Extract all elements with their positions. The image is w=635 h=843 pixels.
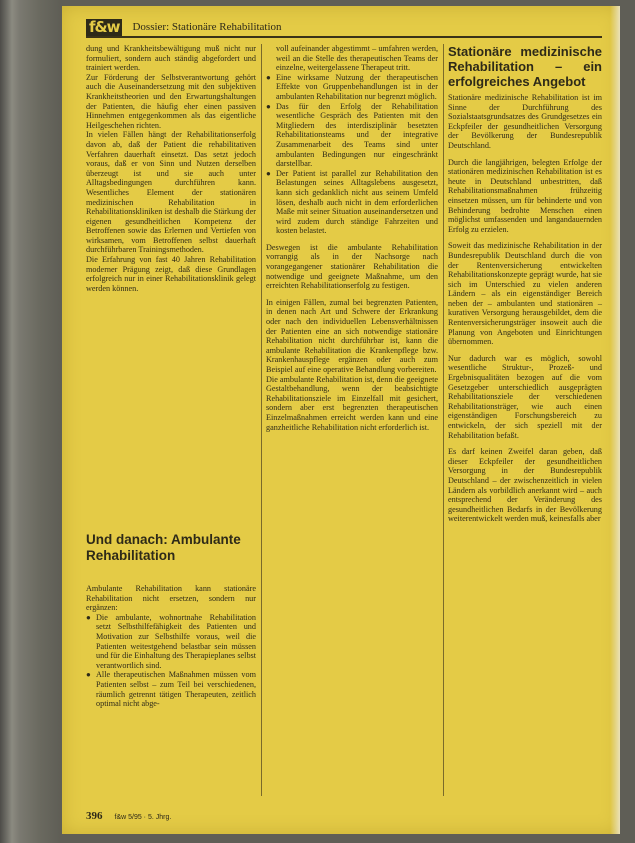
section-heading-ambulant: Und danach: Ambulante Rehabilitation xyxy=(86,532,241,563)
bullet-list xyxy=(266,73,438,236)
bullet-list xyxy=(86,613,256,709)
paragraph: Ambulante Rehabilitation kann stationäre Rehabilitation nicht ersetzen, sondern nur ergänzen: xyxy=(86,584,256,613)
paragraph: Durch die langjährigen, belegten Erfolge der stationären medizinischen Rehabilitation ist es heute in Deutschland unbestritten, daß Rehabilitationsmaßnahmen frühzeitig einsetzen müssen, um für behinderte und von Behinderung bedrohte Menschen einen möglichst umfassenden und langandauernden Erfolg zu erzielen. xyxy=(448,157,602,234)
magazine-page xyxy=(62,6,620,834)
page-header xyxy=(86,16,602,38)
column-1-ambulant xyxy=(86,584,256,709)
list-item: ● Die ambulante, wohnortnahe Rehabilitation setzt Selbsthilfefähigkeit des Patienten und Motivation zur Selbsthilfe voraus, weil die Patienten weitestgehend belastbar sein müssen und für die Einhaltung des Therapieplanes selbst verantwortlich sind. xyxy=(86,613,256,671)
paragraph: Stationäre medizinische Rehabilitation ist im Sinne der Durchführung des Sozialstaatsgrundsatzes des Grundgesetzes ein Eckpfeiler der gesundheitlichen Versorgung der Bevölkerung der Bundesrepublik Deutschland. xyxy=(448,93,602,150)
section-heading-stationaer: Stationäre medizinische Rehabilitation – ein erfolgreiches Angebot xyxy=(448,44,602,89)
column-3 xyxy=(448,44,602,524)
page-number: 396 xyxy=(86,810,103,822)
paragraph: In einigen Fällen, zumal bei begrenzten Patienten, in denen nach Art und Schwere der Erkrankung oder nach den individuellen Lebensverhältnissen der Patienten eine an sich notwendige stationäre Rehabilitation nicht durchführbar ist, kann die ambulante Rehabilitation die Krankenpflege bzw. Krankenhauspflege ergänzen oder auch zum Beispiel auf eine operative Behandlung vorbereiten. xyxy=(266,297,438,374)
list-item: ● Der Patient ist parallel zur Rehabilitation den Belastungen seines Alltagslebens ausgesetzt, kann sich gedanklich nicht aus seinem Umfeld lösen, deshalb auch nicht in dem erforderlichen Maße mit seiner Situation auseinandersetzen und wird zudem durch ständige Fahrzeiten und kosten belastet. xyxy=(266,169,438,236)
issue-reference: f&w 5/95 · 5. Jhrg. xyxy=(114,814,172,821)
paragraph: voll aufeinander abgestimmt – umfahren werden, weil an die Stelle des therapeutischen Teams der einzelne, weitergelassene Therapeut tritt. xyxy=(276,44,438,73)
paragraph: Die ambulante Rehabilitation ist, denn die geeignete Gestaltbehandlung, wenn der beabsichtigte Rehabilitationsziele im Einzelfall mit gesichert, sondern aber erst begrenzten therapeutischen Einzelmaßnahmen erreicht werden kann und eine ganzheitliche Rehabilitation nicht erforderlich ist. xyxy=(266,374,438,432)
publication-logo: f&w xyxy=(86,19,122,36)
column-2 xyxy=(266,44,438,432)
paragraph: In vielen Fällen hängt der Rehabilitationserfolg davon ab, daß der Patient die rehabilitativen Verfahren dauerhaft einsetzt. Das setzt jedoch voraus, daß er von Sinn und Nutzen derselben überzeugt ist und sie auch unter Alltagsbedingungen durchführen kann. Wesentliches Element der stationären medizinischen Rehabilitation in Rehabilitationskliniken ist deshalb die Stärkung der eigenen gesundheitlichen Kompetenz der Betroffenen sowie das Erlernen und Vertiefen von wirksamen, vom Betroffenen selbst dauerhaft durchführbaren Trainingsmethoden. xyxy=(86,130,256,255)
paragraph: Es darf keinen Zweifel daran geben, daß dieser Eckpfeiler der gesundheitlichen Versorgung in der Bundesrepublik Deutschland – der zwischenzeitlich in vielen Ländern als vorbildlich anerkannt wird – auch entsprechend der Veränderung des gesundheitlichen Bedarfs in der Bevölkerung weiterentwickelt werden muß, keinesfalls aber xyxy=(448,447,602,524)
column-divider xyxy=(261,44,262,796)
paragraph: Soweit das medizinische Rehabilitation in der Bundesrepublik Deutschland durch die von der Rentenversicherung entwickelten Rehabilitationskonzepte geprägt wurde, hat sie sich im Unterschied zu vielen anderen Ländern – als ein eigenständiger Bereich neben der – ambulanten und stationären – kurativen Versorgung herausgebildet, dem die Rentenversicherungsträger insoweit auch die Planung von Angeboten und Einrichtungen übernommen. xyxy=(448,241,602,347)
list-item: ● Das für den Erfolg der Rehabilitation wesentliche Gespräch des Patienten mit den Mitgliedern des interdisziplinär besetzten Rehabilitationsteams und der integrative Zusammenarbeit des Teams sind unter ambulanten Bedingungen nur eingeschränkt darstellbar. xyxy=(266,102,438,169)
list-item: ● Eine wirksame Nutzung der therapeutischen Effekte von Gruppenbehandlungen ist in der ambulanten Rehabilitation nur begrenzt möglich. xyxy=(266,73,438,102)
column-divider xyxy=(443,44,444,796)
paragraph: Deswegen ist die ambulante Rehabilitation vorrangig als in der Nachsorge nach vorangegangener stationärer Rehabilitation die notwendige und geeignete Maßnahme, um den erreichten Rehabilitationserfolg zu festigen. xyxy=(266,242,438,291)
paragraph: dung und Krankheitsbewältigung muß nicht nur formuliert, sondern auch ständig abgefordert und trainiert werden. xyxy=(86,44,256,73)
paragraph: Nur dadurch war es möglich, sowohl wesentliche Struktur-, Prozeß- und Ergebnisqualitäten bezogen auf die vom Gesetzgeber unterschiedlich ausgeprägten Rehabilitationsziele der verschiedenen Rehabilitationsträger, wie auch einen eigenständigen Forschungsbereich zu entwickeln, der sich speziell mit der Rehabilitation befaßt. xyxy=(448,353,602,440)
paragraph: Zur Förderung der Selbstverantwortung gehört auch die Auseinandersetzung mit den subjektiven Krankheitstheorien und den Erwartungshaltungen der Patienten, die häufig eher einen passiven Hinnehmen entgegenkommen als das eigentliche Heilgeschehen richten. xyxy=(86,72,256,130)
page-footer xyxy=(86,810,171,822)
list-item: ● Alle therapeutischen Maßnahmen müssen vom Patienten selbst – zum Teil bei verschiedenen, räumlich getrennt tätigen Therapeuten, zeitlich optimal nicht abge- xyxy=(86,670,256,708)
paragraph: Die Erfahrung von fast 40 Jahren Rehabilitation moderner Prägung zeigt, daß diese Grundlagen erfolgreich nur in einer Rehabilitationsklinik gelegt werden können. xyxy=(86,255,256,293)
column-1 xyxy=(86,44,256,293)
running-head: Dossier: Stationäre Rehabilitation xyxy=(132,21,282,33)
